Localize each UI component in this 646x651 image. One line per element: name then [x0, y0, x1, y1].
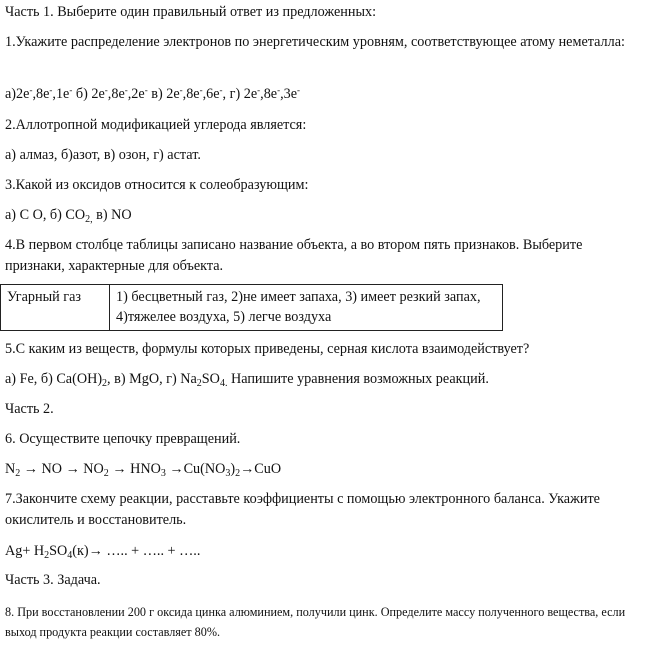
- question-1-text: 1.Укажите распределение электронов по энергетическим уровням, соответствующее атому неметалла:: [5, 34, 625, 50]
- table-row: [1, 285, 503, 331]
- question-7-equation: $Ag+ H_2SO_4(к)\to$ ….. + ….. + …..: [5, 543, 201, 561]
- question-6-text: 6. Осуществите цепочку превращений.: [5, 431, 241, 447]
- question-6-chain: $N_2$ → NO → $NO_2 \to HNO_3 \to Cu(NO_3)_2\to CuO$: [5, 461, 282, 479]
- question-4-text: 4.В первом столбце таблицы записано название объекта, а во втором пять признаков. Выберите признаки, характерные для объекта.: [5, 237, 583, 274]
- question-5-text: 5.С каким из веществ, формулы которых приведены, серная кислота взаимодействует?: [5, 341, 530, 357]
- table-object-cell: Угарный газ: [1, 285, 110, 331]
- part2-heading: Часть 2.: [5, 401, 54, 417]
- table-features-cell: 1) бесцветный газ, 2)не имеет запаха, 3) имеет резкий запах, 4)тяжелее воздуха, 5) легче воздуха: [110, 285, 503, 331]
- question-3-text: 3.Какой из оксидов относится к солеобразующим:: [5, 177, 309, 193]
- part3-heading: Часть 3. Задача.: [5, 572, 101, 588]
- question-8-text: 8. При восстановлении 200 г оксида цинка алюминием, получили цинк. Определите массу полученного вещества, если выход продукта реакции составляет 80%.: [5, 605, 626, 639]
- part1-heading: Часть 1. Выберите один правильный ответ из предложенных:: [5, 4, 377, 20]
- question-5-answers: а) Fe, б) $Са(ОН)_2$, в) MgO, г) $Na_2SO_{4.}$ Напишите уравнения возможных реакций.: [5, 371, 489, 389]
- question-1-options: а)2e-,8e-,1e- б) 2e-,8e-,2e- в) 2e-,8e-,6e-, г) 2e-,8e-,3e-: [5, 85, 301, 102]
- question-4-table: [0, 284, 503, 331]
- question-7-text: 7.Закончите схему реакции, расставьте коэффициенты с помощью электронного баланса. Укажите окислитель и восстановитель.: [5, 491, 600, 528]
- question-2-text: 2.Аллотропной модификацией углерода является:: [5, 117, 307, 133]
- question-3-answers: а) С О, б) $СО_{2,}$ в) NO: [5, 207, 132, 225]
- question-2-answers: а) алмаз, б)азот, в) озон, г) астат.: [5, 147, 201, 163]
